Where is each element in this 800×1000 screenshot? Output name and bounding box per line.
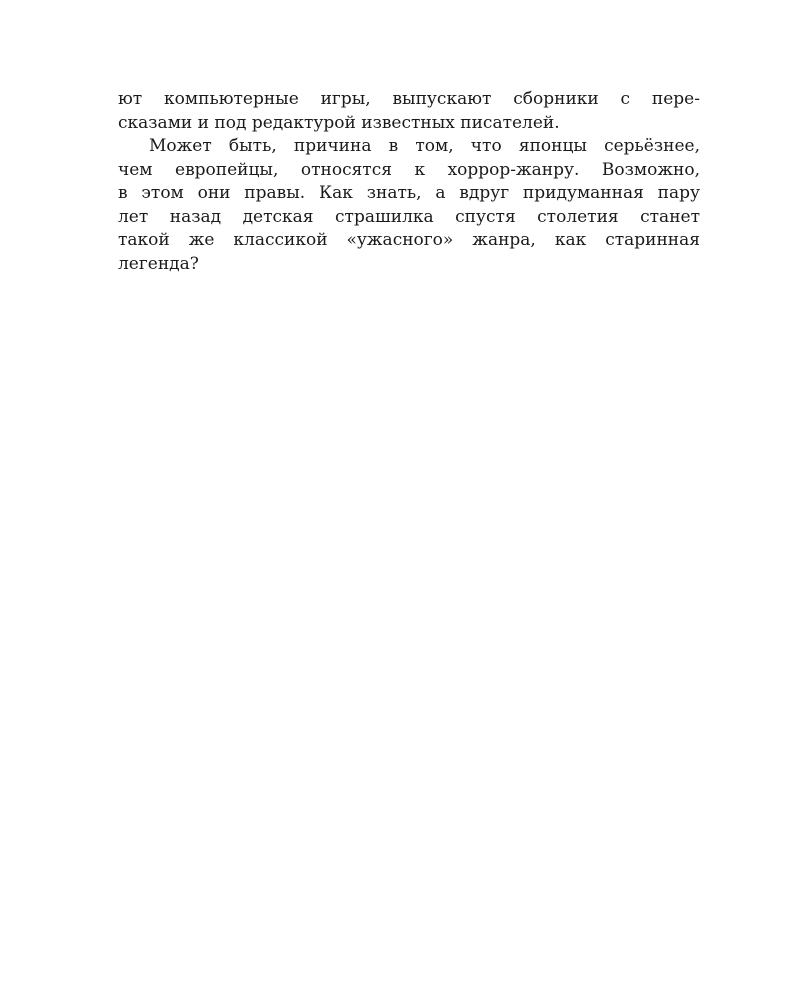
text-line: Может быть, причина в том, что японцы серьёзнее,	[149, 136, 700, 156]
paragraph-2	[118, 135, 700, 276]
text-line: ют компьютерные игры, выпускают сборники с пере-	[118, 89, 700, 109]
text-line: чем европейцы, относятся к хоррор-жанру. Возможно,	[118, 159, 700, 180]
text-line: такой же классикой «ужасного» жанра, как старинная	[118, 230, 700, 250]
text-line: в этом они правы. Как знать, а вдруг придуманная пару	[118, 183, 700, 203]
body-text	[118, 88, 700, 276]
text-line: сказами и под редактурой известных писателей.	[118, 112, 560, 133]
text-line: лет назад детская страшилка спустя столетия станет	[118, 206, 700, 227]
paragraph-1	[118, 88, 700, 135]
text-line: легенда?	[118, 253, 199, 274]
